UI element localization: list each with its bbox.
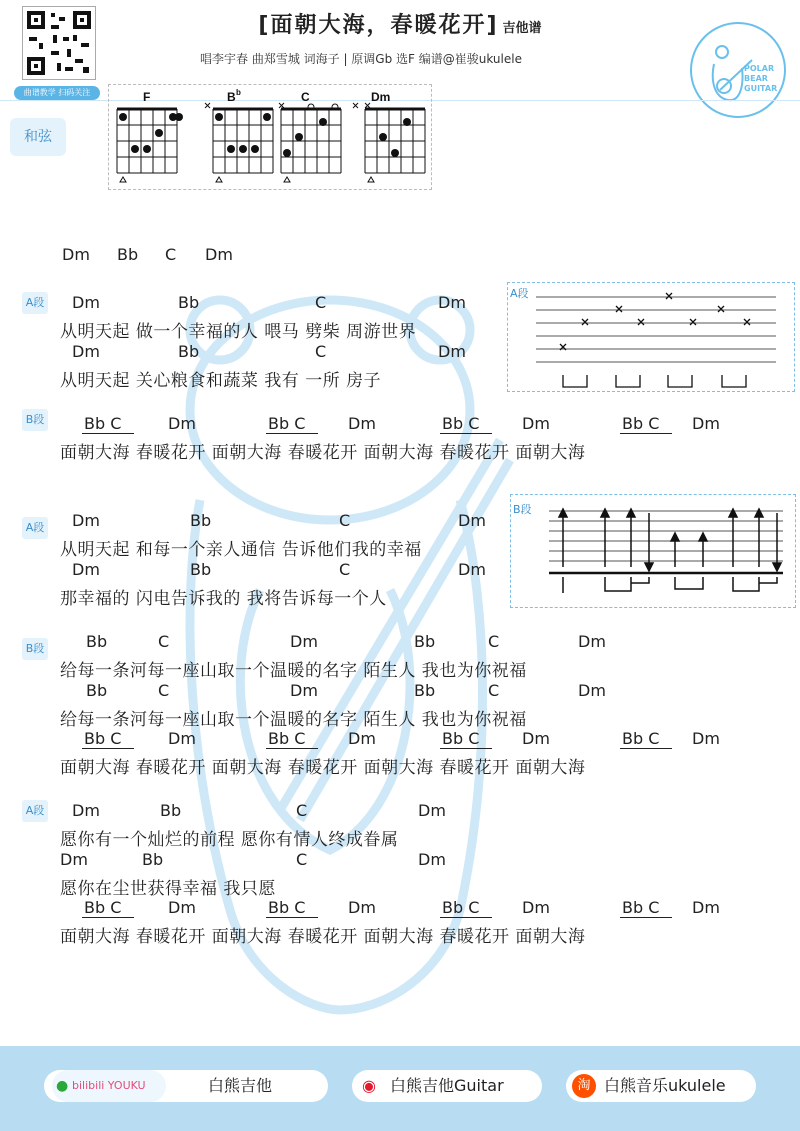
tab-a-label: A段 bbox=[510, 287, 529, 300]
chord: Bb C bbox=[84, 729, 122, 748]
chord: Bb bbox=[86, 681, 108, 700]
chord-underline bbox=[266, 917, 318, 918]
chord-underline bbox=[620, 433, 672, 434]
chord-section-label: 和弦 bbox=[10, 118, 66, 156]
logo-line1: POLAR bbox=[744, 64, 775, 73]
chord: Dm bbox=[72, 293, 100, 312]
chord: Dm bbox=[60, 850, 88, 869]
chord: C bbox=[339, 511, 351, 530]
footer-pill-label: 白熊音乐ukulele bbox=[604, 1076, 726, 1095]
section-a-label-3: A段 bbox=[22, 800, 48, 822]
lyric-line: 面朝大海 春暖花开 面朝大海 春暖花开 面朝大海 春暖花开 面朝大海 bbox=[60, 758, 586, 778]
wechat-icon: ● bbox=[56, 1078, 69, 1094]
chord: Dm bbox=[692, 898, 720, 917]
chord: C bbox=[296, 801, 308, 820]
chord: Dm bbox=[348, 414, 376, 433]
chord: Bb bbox=[178, 342, 200, 361]
chord: Bb C bbox=[442, 729, 480, 748]
lyric-line: 面朝大海 春暖花开 面朝大海 春暖花开 面朝大海 春暖花开 面朝大海 bbox=[60, 927, 586, 947]
chord: Dm bbox=[168, 898, 196, 917]
lyric-line: 愿你在尘世获得幸福 我只愿 bbox=[60, 879, 276, 899]
lyric-line: 给每一条河每一座山取一个温暖的名字 陌生人 我也为你祝福 bbox=[60, 661, 527, 681]
weibo-icon: ◉ bbox=[362, 1076, 376, 1095]
chord: Dm bbox=[168, 414, 196, 433]
lyric-line: 愿你有一个灿烂的前程 愿你有情人终成眷属 bbox=[60, 830, 399, 850]
intro-chord-3: C bbox=[165, 245, 177, 264]
chord: Dm bbox=[522, 414, 550, 433]
section-a-label: A段 bbox=[22, 292, 48, 314]
chord: Bb bbox=[414, 681, 436, 700]
chord: C bbox=[339, 560, 351, 579]
chord: Dm bbox=[418, 801, 446, 820]
lyric-line: 从明天起 做一个幸福的人 喂马 劈柴 周游世界 bbox=[60, 322, 417, 342]
chord: Dm bbox=[168, 729, 196, 748]
song-title-main: [面朝大海，春暖花开] bbox=[258, 13, 499, 38]
chord: Dm bbox=[290, 681, 318, 700]
chord: Bb C bbox=[622, 729, 660, 748]
song-title-suffix: 吉他谱 bbox=[502, 21, 542, 36]
chord: Bb bbox=[160, 801, 182, 820]
chord: Dm bbox=[72, 801, 100, 820]
footer-pill-video[interactable] bbox=[44, 1070, 328, 1102]
chord: C bbox=[488, 632, 500, 651]
qr-caption: 曲谱教学 扫码关注 bbox=[14, 86, 100, 100]
footer-pill-weibo[interactable] bbox=[352, 1070, 542, 1102]
chord: Dm bbox=[692, 414, 720, 433]
chord: Bb bbox=[178, 293, 200, 312]
chord-underline bbox=[440, 748, 492, 749]
chord: Bb C bbox=[268, 898, 306, 917]
intro-chord-2: Bb bbox=[117, 245, 139, 264]
section-b-label: B段 bbox=[22, 409, 48, 431]
song-credits: 唱李宇春 曲郑雪城 词海子 | 原调Gb 选F 编谱@崔骏ukulele bbox=[200, 52, 522, 66]
chord-underline bbox=[82, 917, 134, 918]
chord-underline bbox=[620, 748, 672, 749]
chord: Dm bbox=[348, 898, 376, 917]
bilibili-youku-icon: bilibili YOUKU bbox=[72, 1079, 146, 1092]
tab-b-label: B段 bbox=[513, 503, 532, 516]
lyric-line: 那幸福的 闪电告诉我的 我将告诉每一个人 bbox=[60, 589, 387, 609]
chord: Bb C bbox=[268, 729, 306, 748]
chord: Dm bbox=[578, 632, 606, 651]
chord-name-dm: Dm bbox=[371, 90, 391, 104]
chord: Dm bbox=[692, 729, 720, 748]
chord: C bbox=[315, 293, 327, 312]
section-a-label-2: A段 bbox=[22, 517, 48, 539]
tab-a-box bbox=[507, 282, 795, 392]
intro-chord-1: Dm bbox=[62, 245, 90, 264]
chord: Dm bbox=[458, 511, 486, 530]
lyric-line: 给每一条河每一座山取一个温暖的名字 陌生人 我也为你祝福 bbox=[60, 710, 527, 730]
chord-underline bbox=[440, 433, 492, 434]
chord: Dm bbox=[578, 681, 606, 700]
chord: Dm bbox=[72, 560, 100, 579]
chord: Bb C bbox=[622, 414, 660, 433]
chord: C bbox=[158, 632, 170, 651]
chord-name-bb-flat: b bbox=[236, 88, 241, 97]
lyric-line: 面朝大海 春暖花开 面朝大海 春暖花开 面朝大海 春暖花开 面朝大海 bbox=[60, 443, 586, 463]
lyric-line: 从明天起 关心粮食和蔬菜 我有 一所 房子 bbox=[60, 371, 382, 391]
chord: C bbox=[296, 850, 308, 869]
chord-underline bbox=[266, 433, 318, 434]
chord-name-c: C bbox=[301, 90, 310, 104]
tab-b-box bbox=[510, 494, 796, 608]
chord: Bb bbox=[86, 632, 108, 651]
chord: Bb C bbox=[268, 414, 306, 433]
chord: Dm bbox=[522, 729, 550, 748]
chord-underline bbox=[82, 748, 134, 749]
lyric-line: 从明天起 和每一个亲人通信 告诉他们我的幸福 bbox=[60, 540, 422, 560]
song-title bbox=[0, 8, 800, 39]
chord: Bb bbox=[414, 632, 436, 651]
chord: Dm bbox=[458, 560, 486, 579]
chord: Bb C bbox=[84, 414, 122, 433]
chord-name-bb: B bbox=[227, 90, 236, 104]
chord: Dm bbox=[72, 511, 100, 530]
logo-line2: BEAR bbox=[744, 74, 768, 83]
chord: Bb bbox=[190, 560, 212, 579]
footer-pill-taobao[interactable] bbox=[566, 1070, 756, 1102]
chord: C bbox=[315, 342, 327, 361]
chord: Bb C bbox=[622, 898, 660, 917]
chord: C bbox=[158, 681, 170, 700]
chord-name-f: F bbox=[143, 90, 151, 104]
chord: Bb bbox=[190, 511, 212, 530]
chord: Dm bbox=[418, 850, 446, 869]
chord-diagram-box bbox=[108, 84, 432, 190]
section-b-label-2: B段 bbox=[22, 638, 48, 660]
chord-underline bbox=[620, 917, 672, 918]
chord: Dm bbox=[348, 729, 376, 748]
chord: Dm bbox=[290, 632, 318, 651]
chord: Dm bbox=[438, 342, 466, 361]
chord: C bbox=[488, 681, 500, 700]
chord: Bb C bbox=[442, 414, 480, 433]
chord: Bb C bbox=[84, 898, 122, 917]
chord: Dm bbox=[438, 293, 466, 312]
chord-underline bbox=[440, 917, 492, 918]
chord-underline bbox=[82, 433, 134, 434]
chord: Dm bbox=[72, 342, 100, 361]
chord: Bb C bbox=[442, 898, 480, 917]
chord: Dm bbox=[522, 898, 550, 917]
footer-pill-label: 白熊吉他Guitar bbox=[390, 1076, 504, 1095]
footer-pill-label: 白熊吉他 bbox=[208, 1076, 273, 1095]
logo-line3: GUITAR bbox=[744, 84, 778, 93]
chord: Bb bbox=[142, 850, 164, 869]
intro-chord-4: Dm bbox=[205, 245, 233, 264]
chord-underline bbox=[266, 748, 318, 749]
taobao-icon: 淘 bbox=[572, 1074, 596, 1098]
